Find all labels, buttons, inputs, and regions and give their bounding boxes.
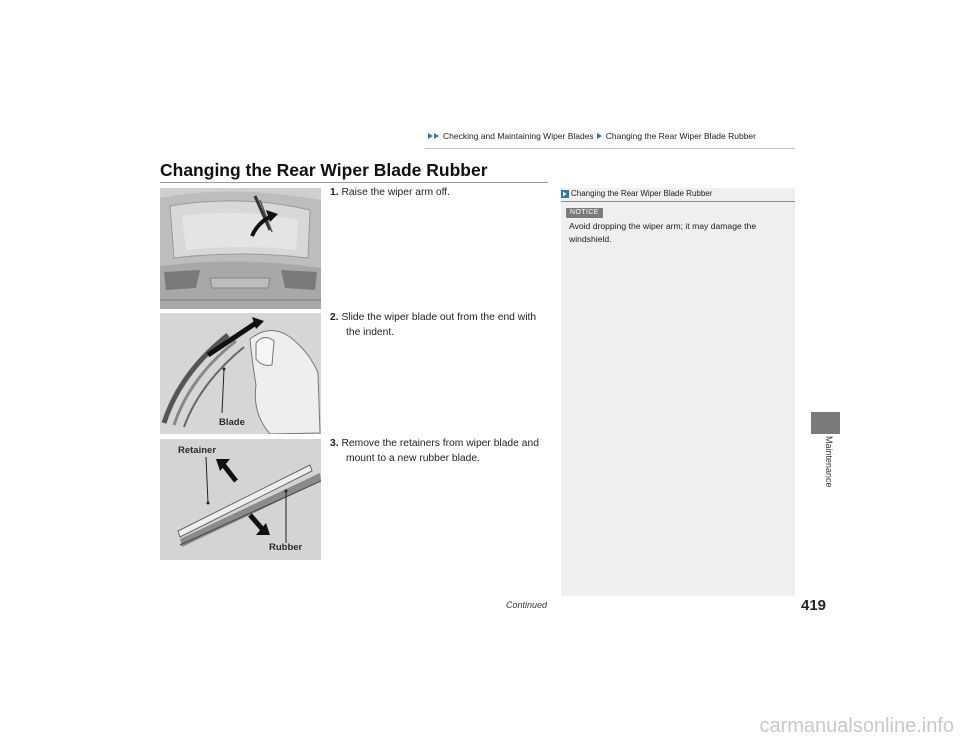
reference-icon bbox=[561, 190, 569, 198]
header-divider bbox=[425, 148, 795, 149]
label-rubber: Rubber bbox=[269, 542, 303, 553]
breadcrumb-arrow-icon bbox=[597, 133, 602, 139]
watermark: carmanualsonline.info bbox=[759, 715, 954, 737]
breadcrumb-item-rear-blade[interactable]: Changing the Rear Wiper Blade Rubber bbox=[605, 131, 756, 141]
sidebar-text-line: Avoid dropping the wiper arm; it may damage the bbox=[569, 221, 757, 231]
blade-slide-photo bbox=[160, 313, 321, 434]
sidebar-divider bbox=[561, 201, 795, 202]
page-title: Changing the Rear Wiper Blade Rubber bbox=[160, 160, 488, 180]
step-text: Remove the retainers from wiper blade and bbox=[341, 438, 539, 449]
step-text: Raise the wiper arm off. bbox=[341, 187, 451, 198]
step-3 bbox=[330, 437, 550, 466]
section-tab-label: Maintenance bbox=[824, 436, 834, 488]
step-1 bbox=[330, 186, 550, 201]
step-2 bbox=[330, 311, 550, 340]
step-text-cont: mount to a new rubber blade. bbox=[346, 452, 480, 464]
title-divider bbox=[160, 182, 548, 183]
page-number: 419 bbox=[801, 597, 827, 614]
retainer-rubber-photo bbox=[160, 439, 321, 560]
breadcrumb-arrow-icon bbox=[434, 133, 439, 139]
sidebar-text bbox=[569, 220, 787, 245]
breadcrumb bbox=[428, 131, 756, 141]
step-number: 1. bbox=[330, 187, 339, 198]
sidebar-text-line: windshield. bbox=[569, 233, 612, 244]
breadcrumb-item-wiper-blades[interactable]: Checking and Maintaining Wiper Blades bbox=[443, 131, 594, 141]
rear-wiper-photo bbox=[160, 188, 321, 309]
note-sidebar bbox=[561, 188, 795, 596]
label-blade: Blade bbox=[219, 417, 245, 428]
section-tab-marker bbox=[811, 412, 840, 434]
continued-label: Continued bbox=[506, 600, 548, 610]
notice-badge: NOTICE bbox=[566, 208, 603, 218]
sidebar-heading bbox=[561, 189, 795, 198]
breadcrumb-arrow-icon bbox=[428, 133, 433, 139]
step-number: 2. bbox=[330, 312, 339, 323]
label-retainer: Retainer bbox=[178, 445, 217, 456]
step-number: 3. bbox=[330, 438, 339, 449]
step-text-cont: the indent. bbox=[346, 326, 395, 338]
sidebar-heading-text: Changing the Rear Wiper Blade Rubber bbox=[571, 189, 713, 198]
step-text: Slide the wiper blade out from the end with bbox=[341, 312, 537, 323]
